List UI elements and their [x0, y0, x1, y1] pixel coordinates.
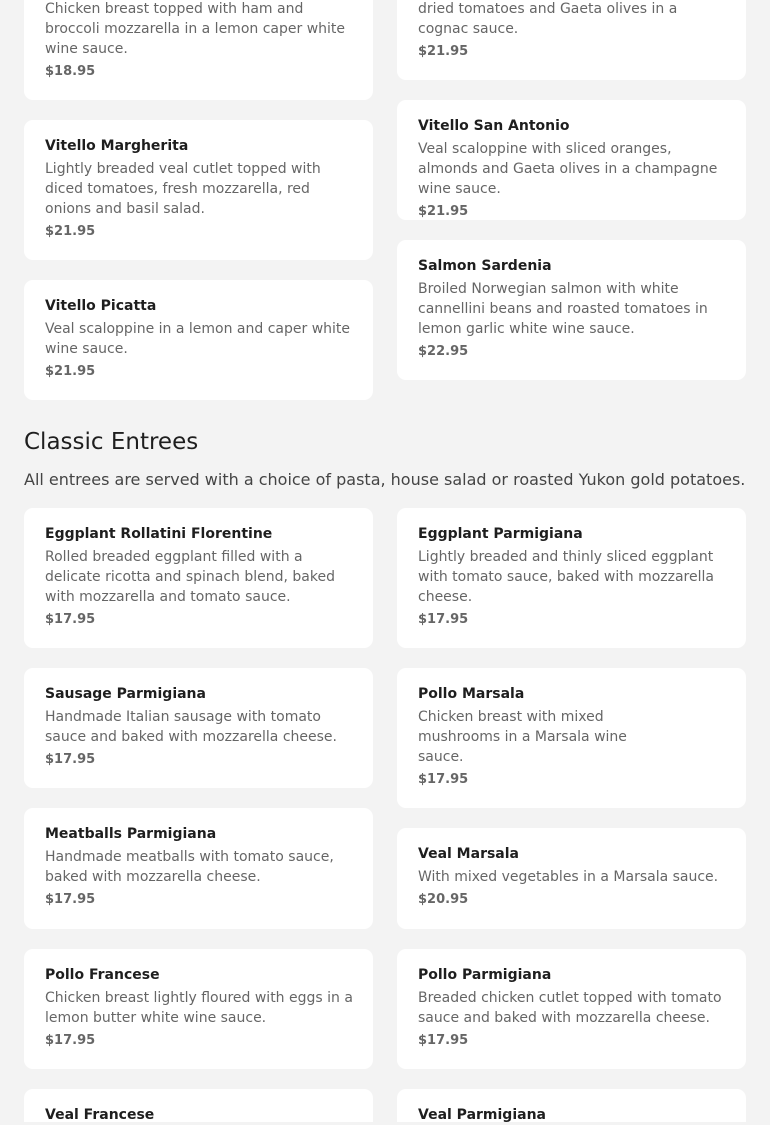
menu-item-price: $18.95: [45, 64, 96, 79]
menu-item-price: $21.95: [45, 224, 96, 239]
menu-item-description: Rolled breaded eggplant filled with a delicate ricotta and spinach blend, baked with mozzarella and tomato sauce.: [45, 549, 335, 605]
menu-item-card: [24, 120, 373, 260]
menu-item-card: [397, 508, 746, 648]
menu-item-description: Handmade meatballs with tomato sauce, baked with mozzarella cheese.: [45, 849, 334, 885]
menu-item-name: Pollo Marsala: [418, 686, 525, 702]
menu-item-card: [397, 0, 746, 80]
menu-item-name: Salmon Sardenia: [418, 258, 552, 274]
menu-item-price: $17.95: [418, 612, 469, 627]
menu-item-description: Veal scaloppine with sliced oranges, almonds and Gaeta olives in a champagne wine sauce.: [418, 141, 718, 197]
menu-item-description: Lightly breaded and thinly sliced eggplant with tomato sauce, baked with mozzarella cheese.: [418, 549, 714, 605]
menu-item-card: [24, 0, 373, 100]
menu-item-name: Veal Marsala: [418, 846, 519, 862]
menu-item-price: $17.95: [45, 892, 96, 907]
menu-item-description: Lightly breaded veal cutlet topped with diced tomatoes, fresh mozzarella, red onions and basil salad.: [45, 161, 321, 217]
menu-item-name: Sausage Parmigiana: [45, 686, 206, 702]
menu-item-description: Chicken breast lightly floured with eggs in a lemon butter white wine sauce.: [45, 990, 353, 1026]
menu-item-card: [397, 100, 746, 220]
menu-item-description: Breaded chicken cutlet topped with tomato sauce and baked with mozzarella cheese.: [418, 990, 722, 1026]
menu-item-price: $17.95: [45, 752, 96, 767]
menu-item-price: $17.95: [418, 772, 469, 787]
menu-item-description: Chicken breast topped with ham and broccoli mozzarella in a lemon caper white wine sauce.: [45, 1, 346, 57]
menu-item-price: $20.95: [418, 892, 469, 907]
menu-item-card: [397, 949, 746, 1069]
menu-item-price: $21.95: [418, 44, 469, 59]
menu-item-name: Vitello San Antonio: [418, 118, 570, 134]
menu-item-price: $17.95: [45, 1033, 96, 1048]
menu-item-card: [397, 1089, 746, 1122]
menu-item-card: [397, 668, 746, 808]
menu-item-description: Broiled Norwegian salmon with white cannellini beans and roasted tomatoes in lemon garlic white wine sauce.: [418, 281, 708, 337]
menu-item-price: $17.95: [45, 612, 96, 627]
menu-item-card: [24, 808, 373, 929]
menu-item-description: Veal scaloppine in a lemon and caper white wine sauce.: [45, 321, 351, 357]
menu-item-card: [24, 280, 373, 400]
section-note: All entrees are served with a choice of pasta, house salad or roasted Yukon gold potatoes.: [24, 470, 746, 489]
menu-item-name: Vitello Margherita: [45, 138, 189, 154]
menu-item-card: [397, 828, 746, 929]
menu-item-card: [24, 1089, 373, 1122]
menu-item-name: Vitello Picatta: [45, 298, 157, 314]
menu-item-card: [24, 508, 373, 648]
menu-item-description: With mixed vegetables in a Marsala sauce.: [418, 869, 719, 885]
menu-item-price: $21.95: [45, 364, 96, 379]
section-title: Classic Entrees: [24, 429, 199, 455]
menu-item-price: $21.95: [418, 204, 469, 219]
menu-item-name: Pollo Francese: [45, 967, 160, 983]
menu-item-name: Veal Francese: [45, 1107, 155, 1123]
menu-item-name: Eggplant Parmigiana: [418, 526, 583, 542]
menu-item-name: Meatballs Parmigiana: [45, 826, 217, 842]
menu-item-card: [24, 949, 373, 1069]
menu-item-name: Pollo Parmigiana: [418, 967, 552, 983]
menu-item-description: dried tomatoes and Gaeta olives in a cognac sauce.: [418, 1, 678, 37]
menu-item-card: [397, 240, 746, 380]
menu-item-card: [24, 668, 373, 788]
menu-item-price: $17.95: [418, 1033, 469, 1048]
menu-item-name: Eggplant Rollatini Florentine: [45, 526, 273, 542]
menu-item-price: $22.95: [418, 344, 469, 359]
menu-item-description: Handmade Italian sausage with tomato sauce and baked with mozzarella cheese.: [45, 709, 337, 745]
menu-item-name: Veal Parmigiana: [418, 1107, 546, 1123]
menu-item-description: Chicken breast with mixed mushrooms in a Marsala wine sauce.: [418, 709, 627, 765]
